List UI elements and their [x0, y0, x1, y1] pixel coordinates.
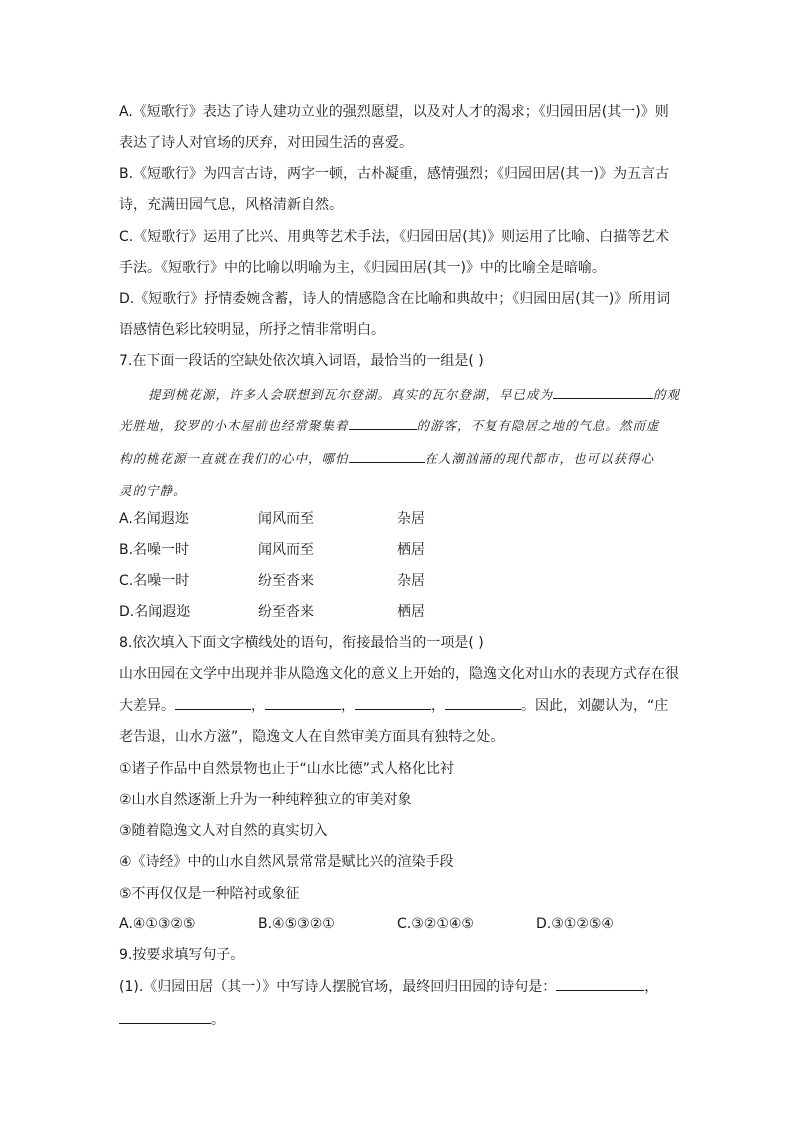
q9-stem: 9.按要求填写句子。	[119, 947, 245, 963]
q9-sentence-1-cont	[119, 1010, 225, 1030]
q9-sentence-1	[119, 977, 658, 997]
q7-option-label: D.名闻遐迩	[119, 604, 191, 620]
q7-option-word2: 纷至沓来	[258, 573, 314, 589]
q9-text: (1).《归园田居（其一）》中写诗人摆脱官场，最终回归田园的诗句是：	[119, 979, 557, 995]
comma: ，	[644, 979, 659, 995]
q7-passage-text: 的游客，不复有隐居之地的气息。然而虚	[416, 418, 660, 433]
q6-option-b-line1: B.《短歌行》为四言古诗，两字一顿，古朴凝重，感情强烈；《归园田居(其一)》为五言古	[119, 166, 669, 182]
q7-option-word3: 栖居	[397, 542, 425, 558]
q8-item-1: ①诸子作品中自然景物也止于“山水比德”式人格化比衬	[119, 761, 455, 777]
q7-option-word3: 杂居	[397, 511, 425, 527]
q8-text: 。因此，刘勰认为，“庄	[521, 698, 669, 714]
q7-passage-text: 光胜地，狡罗的小木屋前也经常聚集着	[119, 418, 349, 433]
q6-option-d-line2: 语感情色彩比较明显，所抒之情非常明白。	[119, 322, 385, 338]
q8-choice-a: A.④①③②⑤	[119, 916, 196, 932]
fill-blank	[265, 696, 341, 710]
comma: ，	[251, 698, 265, 714]
q7-passage-text: 在人潮汹涌的现代都市，也可以获得心	[424, 451, 655, 466]
q6-option-a-line1: A.《短歌行》表达了诗人建功立业的强烈愿望，以及对人才的渴求；《归园田居(其一)》则	[119, 104, 669, 120]
q7-option-word2: 闻风而至	[258, 511, 314, 527]
comma: ，	[341, 698, 355, 714]
fill-blank	[119, 1010, 211, 1024]
fill-blank	[556, 977, 644, 991]
q8-text-line2	[119, 696, 668, 716]
q7-passage-text: 提到桃花源，许多人会联想到瓦尔登湖。真实的瓦尔登湖，早已成为	[148, 387, 554, 402]
q7-option-word2: 闻风而至	[258, 542, 314, 558]
q7-passage-line1	[148, 385, 680, 405]
q6-option-d-line1: D.《短歌行》抒情委婉含蓄，诗人的情感隐含在比喻和典故中；《归园田居(其一)》所用词	[119, 291, 671, 307]
period: 。	[211, 1012, 225, 1028]
q6-option-c-line2: 手法。《短歌行》中的比喻以明喻为主，《归园田居(其一)》中的比喻全是暗喻。	[119, 260, 606, 276]
fill-blank	[355, 696, 431, 710]
q8-stem: 8.依次填入下面文字横线处的语句，衔接最恰当的一项是( )	[119, 635, 484, 651]
q7-option-word3: 栖居	[397, 604, 425, 620]
q7-option-label: C.名噪一时	[119, 573, 190, 589]
q8-choice-d: D.③①②⑤④	[536, 916, 614, 932]
fill-blank	[175, 696, 251, 710]
fill-blank	[445, 696, 521, 710]
q6-option-a-line2: 表达了诗人对官场的厌弃，对田园生活的喜爱。	[119, 135, 413, 151]
q7-passage-line3	[119, 449, 654, 469]
q6-option-b-line2: 诗，充满田园气息，风格清新自然。	[119, 197, 343, 213]
q6-option-c-line1: C.《短歌行》运用了比兴、用典等艺术手法，《归园田居(其)》则运用了比喻、白描等艺术	[119, 229, 670, 245]
q8-choice-b: B.④⑤③②①	[258, 916, 335, 932]
comma: ，	[431, 698, 445, 714]
q8-item-4: ④《诗经》中的山水自然风景常常是赋比兴的渲染手段	[119, 854, 454, 870]
fill-blank	[553, 385, 653, 399]
fill-blank	[349, 449, 425, 463]
q7-passage-line2	[119, 416, 660, 436]
q8-text-line1: 山水田园在文学中出现并非从隐逸文化的意义上开始的，隐逸文化对山水的表现方式存在很	[119, 666, 679, 682]
q7-passage-text: 的观	[653, 387, 681, 402]
q8-item-3: ③随着隐逸文人对自然的真实切入	[119, 823, 328, 839]
q7-option-word3: 杂居	[397, 573, 425, 589]
q7-option-word2: 纷至沓来	[258, 604, 314, 620]
q7-passage-line4: 灵的宁静。	[119, 483, 187, 498]
fill-blank	[349, 416, 417, 430]
q8-choice-c: C.③②①④⑤	[397, 916, 474, 932]
q8-item-2: ②山水自然逐渐上升为一种纯粹独立的审美对象	[119, 792, 412, 808]
q8-text: 大差异。	[119, 698, 175, 714]
q7-option-label: B.名噪一时	[119, 542, 190, 558]
q7-stem: 7.在下面一段话的空缺处依次填入词语，最恰当的一组是( )	[119, 353, 484, 369]
q8-text-line3: 老告退，山水方滋”，隐逸文人在自然审美方面具有独特之处。	[119, 729, 505, 745]
q7-passage-text: 构的桃花源一直就在我们的心中，哪怕	[119, 451, 349, 466]
q7-option-label: A.名闻遐迩	[119, 511, 189, 527]
q8-item-5: ⑤不再仅仅是一种陪衬或象征	[119, 886, 300, 902]
